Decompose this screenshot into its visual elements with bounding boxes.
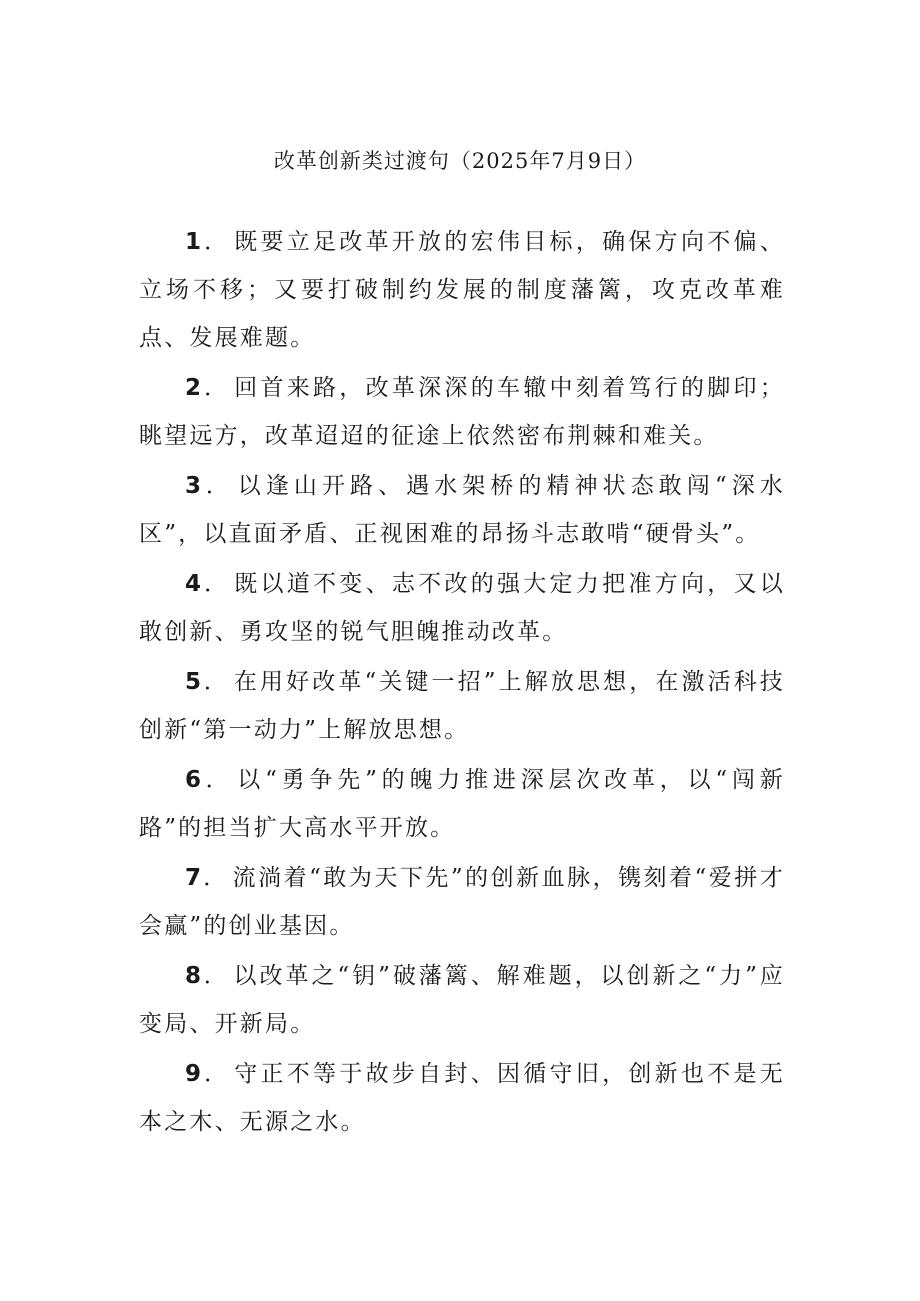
- item-text: 回首来路，改革深深的车辙中刻着笃行的脚印；眺望远方，改革迢迢的征途上依然密布荆棘和难关。: [139, 375, 786, 449]
- item-separator: ．: [203, 963, 228, 989]
- item-number: 3: [185, 473, 202, 499]
- item-text: 以改革之“钥”破藩篱、解难题，以创新之“力”应变局、开新局。: [139, 963, 785, 1037]
- item-text: 以“勇争先”的魄力推进深层次改革，以“闯新路”的担当扩大高水平开放。: [139, 767, 785, 841]
- list-item: [139, 560, 785, 656]
- item-text: 流淌着“敢为天下先”的创新血脉，镌刻着“爱拼才会赢”的创业基因。: [139, 865, 786, 939]
- item-separator: ．: [203, 375, 229, 401]
- item-text: 既以道不变、志不改的强大定力把准方向，又以敢创新、勇攻坚的锐气胆魄推动改革。: [139, 571, 786, 645]
- item-number: 5: [185, 669, 202, 695]
- item-number: 8: [185, 963, 202, 989]
- item-separator: ．: [203, 571, 229, 597]
- item-text: 以逢山开路、遇水架桥的精神状态敢闯“深水区”，以直面矛盾、正视困难的昂扬斗志敢啃“硬骨头”。: [139, 473, 786, 547]
- item-number: 7: [185, 865, 202, 891]
- item-separator: ．: [203, 669, 228, 695]
- item-separator: ．: [203, 767, 232, 793]
- item-number: 1: [185, 229, 202, 255]
- document-title: 改革创新类过渡句（2025年7月9日）: [273, 149, 647, 173]
- item-text: 既要立足改革开放的宏伟目标，确保方向不偏、立场不移；又要打破制约发展的制度藩篱，攻克改革难点、发展难题。: [139, 229, 786, 351]
- item-number: 2: [185, 375, 202, 401]
- list-item: [139, 364, 785, 460]
- item-separator: ．: [203, 1061, 229, 1087]
- list-item: [139, 756, 785, 852]
- transition-sentence-list: [139, 218, 785, 1148]
- item-number: 9: [185, 1061, 202, 1087]
- list-item: [139, 1050, 785, 1146]
- list-item: [139, 854, 785, 950]
- item-number: 6: [185, 767, 202, 793]
- item-text: 在用好改革“关键一招”上解放思想，在激活科技创新“第一动力”上解放思想。: [139, 669, 786, 743]
- item-number: 4: [185, 571, 202, 597]
- item-text: 守正不等于故步自封、因循守旧，创新也不是无本之木、无源之水。: [139, 1061, 786, 1135]
- list-item: [139, 658, 785, 754]
- item-separator: ．: [203, 473, 232, 499]
- list-item: [139, 952, 785, 1048]
- list-item: [139, 218, 785, 362]
- item-separator: ．: [203, 229, 229, 255]
- list-item: [139, 462, 785, 558]
- item-separator: ．: [203, 865, 227, 891]
